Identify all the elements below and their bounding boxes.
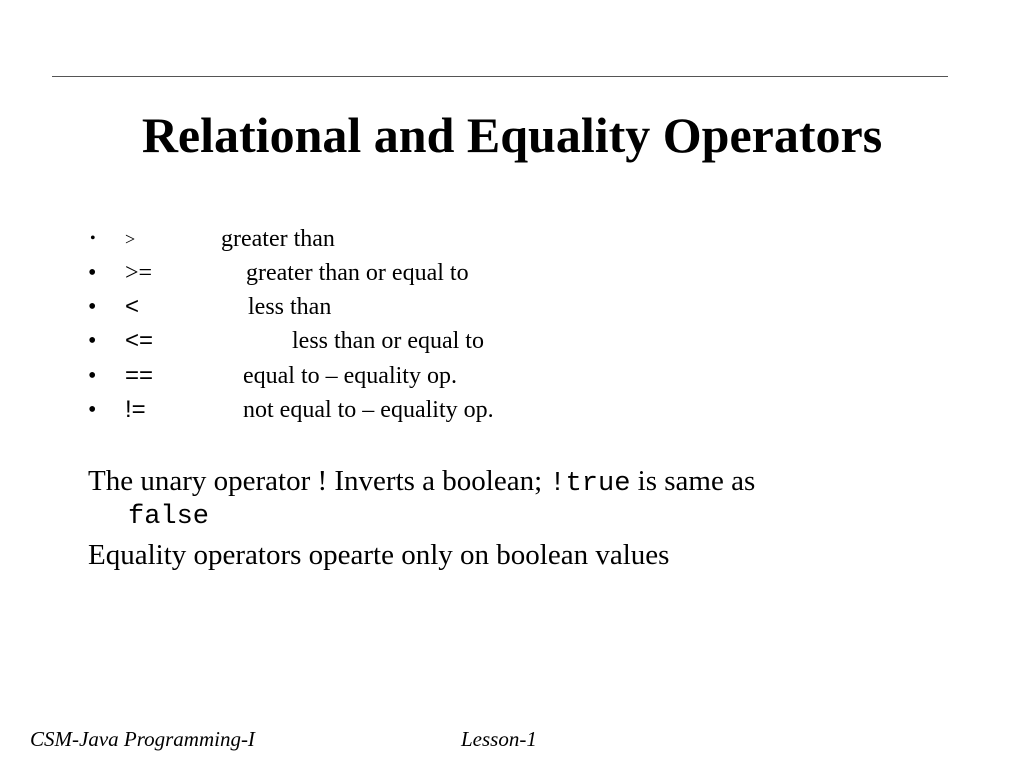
operator-symbol: == — [125, 362, 154, 389]
bullet-icon: • — [88, 363, 97, 389]
code-false: false — [128, 502, 210, 532]
operator-symbol: >= — [125, 260, 153, 286]
bullet-icon: • — [88, 328, 97, 354]
operator-description: equal to – equality op. — [243, 363, 457, 389]
equality-operators-note: Equality operators opearte only on boolean values — [88, 539, 670, 571]
operator-description: less than — [248, 294, 332, 320]
footer-course: CSM-Java Programming-I — [30, 727, 255, 751]
unary-note-lead: The unary operator ! Inverts a boolean; — [88, 465, 550, 497]
operator-description: less than or equal to — [292, 328, 484, 354]
operator-symbol: <= — [125, 327, 154, 354]
bullet-icon: • — [88, 294, 97, 320]
bullet-icon: • — [88, 397, 97, 423]
operator-description: greater than or equal to — [246, 260, 469, 286]
operator-symbol: > — [125, 229, 136, 249]
code-true: !true — [549, 469, 631, 499]
operator-symbol: != — [125, 396, 146, 423]
unary-operator-note — [88, 465, 755, 534]
slide-title: Relational and Equality Operators — [141, 107, 883, 163]
operator-description: greater than — [221, 226, 335, 252]
unary-note-middle: is same as — [630, 465, 756, 497]
footer-lesson: Lesson-1 — [461, 727, 537, 751]
operator-symbol: < — [125, 293, 140, 320]
bullet-icon: • — [90, 230, 96, 247]
bullet-icon: • — [88, 260, 97, 286]
operator-description: not equal to – equality op. — [243, 397, 494, 423]
top-divider — [52, 76, 948, 77]
